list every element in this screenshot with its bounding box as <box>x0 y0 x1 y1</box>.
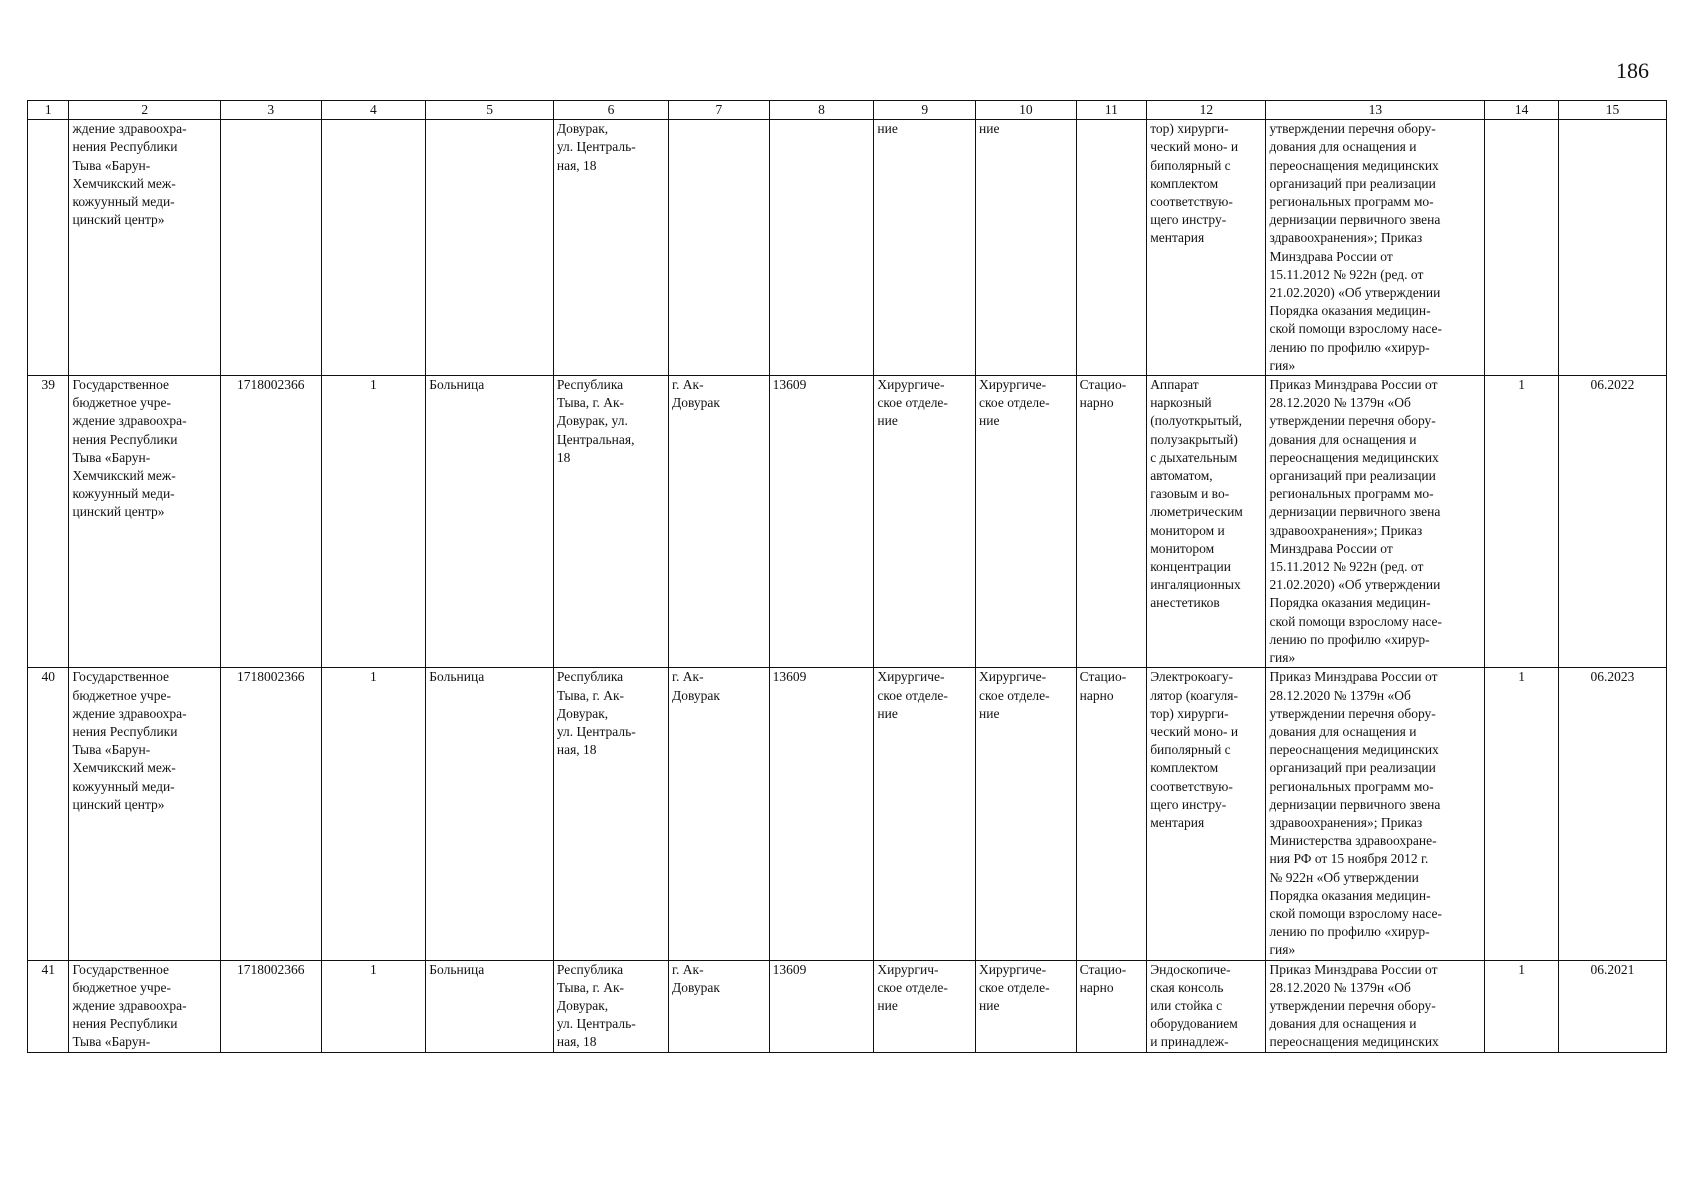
subdepartment-cell: Хирургиче- ское отделе- ние <box>976 960 1077 1052</box>
oktmo-cell <box>769 120 874 376</box>
address-cell: Довурак, ул. Централь- ная, 18 <box>553 120 668 376</box>
column-number: 8 <box>769 101 874 120</box>
date-cell <box>1558 120 1666 376</box>
legal-basis-cell: утверждении перечня обору- дования для оснащения и переоснащения медицинских организаций при реализации региональных программ мо- дернизации первичного звена здравоохранения»; Приказ Минздрава России от 15.11.2012 № 922н (ред. от 21.02.2020) «Об утверждении Порядка оказания медицин- ской помощи взрослому насе- лению по профилю «хирур- гия» <box>1266 120 1485 376</box>
date-cell: 06.2022 <box>1558 376 1666 668</box>
oktmo-cell: 13609 <box>769 960 874 1052</box>
city-cell: г. Ак- Довурак <box>669 376 770 668</box>
facility-type-cell: Больница <box>426 376 554 668</box>
quantity-cell <box>1485 120 1559 376</box>
legal-basis-cell: Приказ Минздрава России от 28.12.2020 № 1379н «Об утверждении перечня обору- дования для оснащения и переоснащения медицинских организаций при реализации региональных программ мо- дернизации первичного звена здравоохранения»; Приказ Министерства здравоохране- ния РФ от 15 ноября 2012 г. № 922н «Об утверждении Порядка оказания медицин- ской помощи взрослому насе- лению по профилю «хирур- гия» <box>1266 668 1485 960</box>
legal-basis-cell: Приказ Минздрава России от 28.12.2020 № 1379н «Об утверждении перечня обору- дования для оснащения и переоснащения медицинских организаций при реализации региональных программ мо- дернизации первичного звена здравоохранения»; Приказ Минздрава России от 15.11.2012 № 922н (ред. от 21.02.2020) «Об утверждении Порядка оказания медицин- ской помощи взрослому насе- лению по профилю «хирур- гия» <box>1266 376 1485 668</box>
subdepartment-cell: Хирургиче- ское отделе- ние <box>976 668 1077 960</box>
column-number: 6 <box>553 101 668 120</box>
equipment-cell: Электрокоагу- лятор (коагуля- тор) хирурги- ческий моно- и биполярный с комплектом соответствую- щего инстру- ментария <box>1147 668 1266 960</box>
organization-cell: Государственное бюджетное учре- ждение здравоохра- нения Республики Тыва «Барун- <box>69 960 220 1052</box>
quantity-cell: 1 <box>1485 668 1559 960</box>
table-row <box>28 960 1667 1052</box>
date-cell: 06.2021 <box>1558 960 1666 1052</box>
care-mode-cell: Стацио- нарно <box>1076 960 1147 1052</box>
department-cell: Хирургич- ское отделе- ние <box>874 960 976 1052</box>
care-mode-cell: Стацио- нарно <box>1076 668 1147 960</box>
care-mode-cell <box>1076 120 1147 376</box>
inn-cell: 1718002366 <box>220 376 321 668</box>
page-number: 186 <box>1616 58 1649 83</box>
quantity-cell: 1 <box>1485 960 1559 1052</box>
equipment-table <box>27 100 1667 1053</box>
inn-cell: 1718002366 <box>220 960 321 1052</box>
department-cell: Хирургиче- ское отделе- ние <box>874 376 976 668</box>
row-number-cell: 39 <box>28 376 69 668</box>
column-number: 11 <box>1076 101 1147 120</box>
date-cell: 06.2023 <box>1558 668 1666 960</box>
column-number: 3 <box>220 101 321 120</box>
column-number: 2 <box>69 101 220 120</box>
row-number-cell: 40 <box>28 668 69 960</box>
column-number-row <box>28 101 1667 120</box>
legal-basis-cell: Приказ Минздрава России от 28.12.2020 № 1379н «Об утверждении перечня обору- дования для оснащения и переоснащения медицинских <box>1266 960 1485 1052</box>
equipment-cell: Аппарат наркозный (полуоткрытый, полузакрытый) с дыхательным автоматом, газовым и во- люметрическим монитором и монитором концентрации ингаляционных анестетиков <box>1147 376 1266 668</box>
city-cell: г. Ак- Довурак <box>669 960 770 1052</box>
column-number: 14 <box>1485 101 1559 120</box>
table-row <box>28 668 1667 960</box>
inn-cell: 1718002366 <box>220 668 321 960</box>
table-row <box>28 376 1667 668</box>
column-number: 15 <box>1558 101 1666 120</box>
column-number: 10 <box>976 101 1077 120</box>
column-number: 9 <box>874 101 976 120</box>
facility-type-cell <box>426 120 554 376</box>
quantity-cell: 1 <box>1485 376 1559 668</box>
column-number: 1 <box>28 101 69 120</box>
oktmo-cell: 13609 <box>769 668 874 960</box>
subdepartment-cell: Хирургиче- ское отделе- ние <box>976 376 1077 668</box>
care-mode-cell: Стацио- нарно <box>1076 376 1147 668</box>
code-cell <box>321 120 426 376</box>
organization-cell: Государственное бюджетное учре- ждение здравоохра- нения Республики Тыва «Барун- Хемчикский меж- кожуунный меди- цинский центр» <box>69 376 220 668</box>
column-number: 7 <box>669 101 770 120</box>
equipment-cell: тор) хирурги- ческий моно- и биполярный с комплектом соответствую- щего инстру- ментария <box>1147 120 1266 376</box>
address-cell: Республика Тыва, г. Ак- Довурак, ул. Централь- ная, 18 <box>553 668 668 960</box>
code-cell: 1 <box>321 668 426 960</box>
column-number: 13 <box>1266 101 1485 120</box>
department-cell: Хирургиче- ское отделе- ние <box>874 668 976 960</box>
inn-cell <box>220 120 321 376</box>
department-cell: ние <box>874 120 976 376</box>
address-cell: Республика Тыва, г. Ак- Довурак, ул. Централь- ная, 18 <box>553 960 668 1052</box>
address-cell: Республика Тыва, г. Ак- Довурак, ул. Центральная, 18 <box>553 376 668 668</box>
city-cell <box>669 120 770 376</box>
organization-cell: Государственное бюджетное учре- ждение здравоохра- нения Республики Тыва «Барун- Хемчикский меж- кожуунный меди- цинский центр» <box>69 668 220 960</box>
subdepartment-cell: ние <box>976 120 1077 376</box>
city-cell: г. Ак- Довурак <box>669 668 770 960</box>
facility-type-cell: Больница <box>426 960 554 1052</box>
equipment-cell: Эндоскопиче- ская консоль или стойка с оборудованием и принадлеж- <box>1147 960 1266 1052</box>
code-cell: 1 <box>321 960 426 1052</box>
column-number: 4 <box>321 101 426 120</box>
table-row <box>28 120 1667 376</box>
facility-type-cell: Больница <box>426 668 554 960</box>
column-number: 5 <box>426 101 554 120</box>
column-number: 12 <box>1147 101 1266 120</box>
row-number-cell: 41 <box>28 960 69 1052</box>
oktmo-cell: 13609 <box>769 376 874 668</box>
code-cell: 1 <box>321 376 426 668</box>
row-number-cell <box>28 120 69 376</box>
organization-cell: ждение здравоохра- нения Республики Тыва «Барун- Хемчикский меж- кожуунный меди- цинский центр» <box>69 120 220 376</box>
